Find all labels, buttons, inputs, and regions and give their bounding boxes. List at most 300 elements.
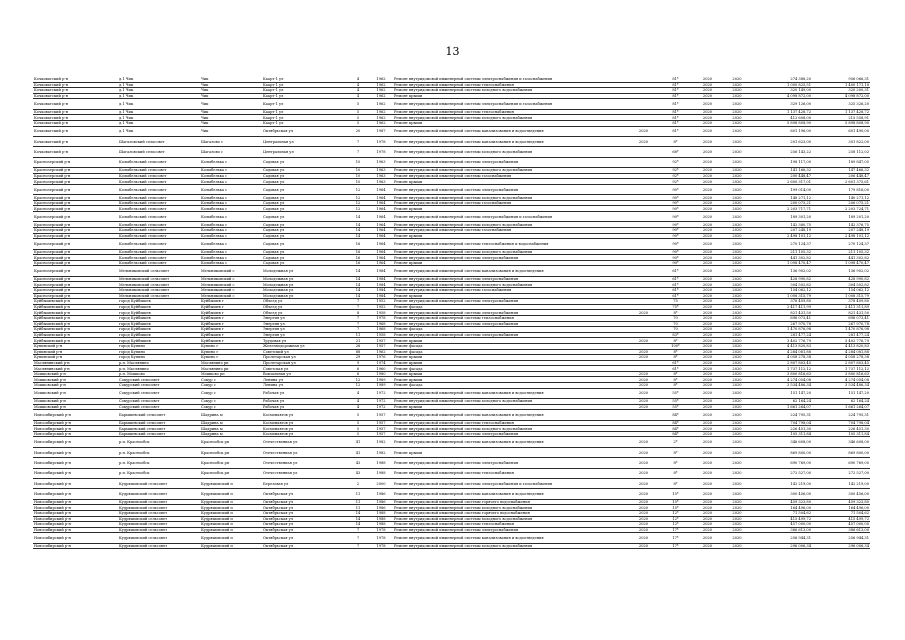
year-built-cell: 1964 xyxy=(369,195,393,201)
municipality-cell: Кудряшовский сельсовет xyxy=(118,543,200,549)
municipality-cell: Кудряшовский сельсовет xyxy=(118,510,200,516)
plan-year-cell: 2020 xyxy=(629,338,658,344)
table-row xyxy=(33,533,870,543)
start-year-cell: 2020 xyxy=(693,179,722,185)
work-type-cell: Ремонт внутридомовой инженерной системы электроснабжения xyxy=(393,299,629,305)
house-number-cell: 14 xyxy=(347,510,369,516)
district-cell: Новосибирский р-н xyxy=(33,522,118,528)
cost-cell: 164 496,00 xyxy=(752,505,812,511)
work-type-cell: Ремонт фасада xyxy=(393,304,629,310)
wear-percent-cell: 90* xyxy=(658,239,693,249)
year-built-cell: 1958 xyxy=(369,310,393,316)
locality-cell: Чик xyxy=(200,126,262,136)
start-year-cell: 2020 xyxy=(693,499,722,505)
plan-year-cell: 2020 xyxy=(629,458,658,468)
start-year-cell: 2020 xyxy=(693,343,722,349)
wear-percent-cell: 17* xyxy=(658,527,693,533)
year-built-cell: 1964 xyxy=(369,212,393,222)
end-year-cell: 2020 xyxy=(722,343,752,349)
locality-cell: Кудряшовский п xyxy=(200,516,262,522)
year-built-cell: 1964 xyxy=(369,233,393,239)
start-year-cell: 2020 xyxy=(693,136,722,146)
district-cell: Краснозерский р-н xyxy=(33,255,118,261)
house-number-cell: 14 xyxy=(347,212,369,222)
house-number-cell: 21 xyxy=(347,338,369,344)
street-cell: Каарт-1 ул xyxy=(262,88,347,94)
start-year-cell: 2020 xyxy=(693,184,722,194)
total-cost-cell: 189 847,05 xyxy=(812,157,870,167)
end-year-cell: 2020 xyxy=(722,388,752,398)
plan-year-cell: 2020 xyxy=(629,522,658,528)
cost-cell: 5 898 808,90 xyxy=(752,120,812,126)
house-number-cell: 10 xyxy=(347,157,369,167)
total-cost-cell: 71 504,62 xyxy=(812,510,870,516)
cost-cell: 329 126,00 xyxy=(752,99,812,109)
cost-cell: 1 137 428,72 xyxy=(752,109,812,115)
year-built-cell: 1984 xyxy=(369,266,393,276)
municipality-cell: город Купино xyxy=(118,349,200,355)
district-cell: Кочковатский р-н xyxy=(33,120,118,126)
municipality-cell: Мельниковский сельсовет xyxy=(118,287,200,293)
total-cost-cell: 386 613,00 xyxy=(812,527,870,533)
wear-percent-cell: 92* xyxy=(658,173,693,179)
work-type-cell: Ремонт внутридомовой инженерной системы электроснабжения xyxy=(393,458,629,468)
wear-percent-cell: 100* xyxy=(658,343,693,349)
street-cell: Ленина ул xyxy=(262,377,347,383)
locality-cell: Сокур с xyxy=(200,404,262,410)
start-year-cell: 2020 xyxy=(693,88,722,94)
year-built-cell: 1957 xyxy=(369,431,393,437)
start-year-cell: 2020 xyxy=(693,287,722,293)
wear-percent-cell: 92* xyxy=(658,179,693,185)
street-cell: Садовая ул xyxy=(262,173,347,179)
year-built-cell: 1976 xyxy=(369,355,393,361)
total-cost-cell: 224 795,31 xyxy=(812,410,870,420)
house-number-cell: 4 xyxy=(347,77,369,82)
work-type-cell: Ремонт крыши xyxy=(393,120,629,126)
house-number-cell: 11 xyxy=(347,489,369,499)
house-number-cell: 6 xyxy=(347,366,369,372)
total-cost-cell: 154 062,12 xyxy=(812,287,870,293)
table-row xyxy=(33,458,870,468)
wear-percent-cell: 17* xyxy=(658,543,693,549)
start-year-cell: 2020 xyxy=(693,383,722,389)
house-number-cell: 12 xyxy=(347,200,369,206)
locality-cell: Мельниковский с xyxy=(200,293,262,299)
municipality-cell: город Куйбышев xyxy=(118,327,200,333)
cost-cell: 320 149,00 xyxy=(752,88,812,94)
year-built-cell: 1972 xyxy=(369,388,393,398)
work-type-cell: Ремонт внутридомовой инженерной системы холодного водоснабжения xyxy=(393,222,629,228)
end-year-cell: 2020 xyxy=(722,458,752,468)
start-year-cell: 2020 xyxy=(693,527,722,533)
house-number-cell: 12 xyxy=(347,184,369,194)
street-cell: Отечественная ул xyxy=(262,447,347,457)
cost-cell: 201 623,00 xyxy=(752,136,812,146)
cost-cell: 457 000,00 xyxy=(752,522,812,528)
municipality-cell: д.1 Чик xyxy=(118,120,200,126)
end-year-cell: 2020 xyxy=(722,516,752,522)
locality-cell: Колыбелька с xyxy=(200,260,262,266)
end-year-cell: 2020 xyxy=(722,338,752,344)
table-row xyxy=(33,212,870,222)
house-number-cell: 7 xyxy=(347,527,369,533)
locality-cell: Шадрина м xyxy=(200,431,262,437)
house-number-cell: 11 xyxy=(347,505,369,511)
total-cost-cell: 4 413 820,83 xyxy=(812,343,870,349)
locality-cell: Мошково рп xyxy=(200,371,262,377)
total-cost-cell: 300 456,00 xyxy=(812,489,870,499)
cost-cell: 200 075,21 xyxy=(752,200,812,206)
start-year-cell: 2020 xyxy=(693,293,722,299)
table-row xyxy=(33,157,870,167)
house-number-cell: 7 xyxy=(347,315,369,321)
house-number-cell: 14 xyxy=(347,233,369,239)
wear-percent-cell: 8* xyxy=(658,478,693,488)
municipality-cell: Колыбельский сельсовет xyxy=(118,212,200,222)
year-built-cell: 1968 xyxy=(369,321,393,327)
start-year-cell: 2020 xyxy=(693,77,722,82)
total-cost-cell: 3 402 776,79 xyxy=(812,338,870,344)
year-built-cell: 1957 xyxy=(369,343,393,349)
municipality-cell: д.1 Чик xyxy=(118,88,200,94)
street-cell: Трудовая ул xyxy=(262,338,347,344)
street-cell: Молодежная ул xyxy=(262,282,347,288)
municipality-cell: р.п. Краснообск xyxy=(118,458,200,468)
plan-year-cell xyxy=(629,157,658,167)
start-year-cell: 2020 xyxy=(693,147,722,157)
cost-cell: 696 073,41 xyxy=(752,315,812,321)
municipality-cell: д.1 Чик xyxy=(118,115,200,121)
year-built-cell: 1964 xyxy=(369,222,393,228)
work-type-cell: Ремонт внутридомовой инженерной системы теплоснабжения xyxy=(393,109,629,115)
start-year-cell: 2020 xyxy=(693,377,722,383)
cost-cell: 428 990,82 xyxy=(752,276,812,282)
year-built-cell: 1962 xyxy=(369,109,393,115)
cost-cell: 142 380,75 xyxy=(752,222,812,228)
locality-cell: Шадрина м xyxy=(200,420,262,426)
district-cell: Краснозерский р-н xyxy=(33,157,118,167)
plan-year-cell: 2020 xyxy=(629,527,658,533)
cost-cell: 1 661 264,07 xyxy=(752,404,812,410)
house-number-cell: 26 xyxy=(347,343,369,349)
year-built-cell: 1982 xyxy=(369,447,393,457)
house-number-cell: 4 xyxy=(347,93,369,99)
wear-percent-cell: 81* xyxy=(658,120,693,126)
end-year-cell: 2020 xyxy=(722,355,752,361)
year-built-cell: 1988 xyxy=(369,468,393,478)
year-built-cell: 1962 xyxy=(369,77,393,82)
work-type-cell: Ремонт внутридомовой инженерной системы холодного водоснабжения xyxy=(393,282,629,288)
district-cell: Новосибирский р-н xyxy=(33,505,118,511)
wear-percent-cell: 81* xyxy=(658,93,693,99)
street-cell: Каарт-1 ул xyxy=(262,99,347,109)
total-cost-cell: 207 248,19 xyxy=(812,228,870,234)
work-type-cell: Ремонт внутридомовой инженерной системы канализования и водоотведения xyxy=(393,126,629,136)
start-year-cell: 2020 xyxy=(693,516,722,522)
wear-percent-cell: 90* xyxy=(658,260,693,266)
work-type-cell: Ремонт внутридомовой инженерной системы теплоснабжения xyxy=(393,82,629,88)
year-built-cell: 1986 xyxy=(369,499,393,505)
street-cell: Энергия ул xyxy=(262,321,347,327)
work-type-cell: Ремонт внутридомовой инженерной системы электроснабжения xyxy=(393,184,629,194)
wear-percent-cell: 81* xyxy=(658,109,693,115)
locality-cell: Колыбелька с xyxy=(200,200,262,206)
house-number-cell: 5 xyxy=(347,420,369,426)
year-built-cell: 1964 xyxy=(369,239,393,249)
table-row xyxy=(33,489,870,499)
wear-percent-cell: 92* xyxy=(658,168,693,174)
year-built-cell: 1957 xyxy=(369,420,393,426)
wear-percent-cell: 81* xyxy=(658,82,693,88)
year-built-cell: 1958 xyxy=(369,332,393,338)
end-year-cell: 2020 xyxy=(722,88,752,94)
total-cost-cell: 704 798,04 xyxy=(812,420,870,426)
cost-cell: 412 608,00 xyxy=(752,115,812,121)
year-built-cell: 1962 xyxy=(369,120,393,126)
district-cell: Кочковатский р-н xyxy=(33,126,118,136)
wear-percent-cell: 92* xyxy=(658,157,693,167)
house-number-cell: 10 xyxy=(347,173,369,179)
wear-percent-cell: 90* xyxy=(658,228,693,234)
district-cell: Краснозерский р-н xyxy=(33,293,118,299)
house-number-cell: 12 xyxy=(347,206,369,212)
district-cell: Краснозерский р-н xyxy=(33,266,118,276)
work-type-cell: Ремонт внутридомовой инженерной системы канализования и водоотведения xyxy=(393,489,629,499)
wear-percent-cell: 8* xyxy=(658,355,693,361)
cost-cell: 198 117,00 xyxy=(752,157,812,167)
year-built-cell: 1963 xyxy=(369,168,393,174)
start-year-cell: 2020 xyxy=(693,120,722,126)
work-type-cell: Ремонт крыши xyxy=(393,360,629,366)
total-cost-cell: 1 008 315,79 xyxy=(812,293,870,299)
district-cell: Новосибирский р-н xyxy=(33,510,118,516)
end-year-cell: 2020 xyxy=(722,489,752,499)
locality-cell: Колыбелька с xyxy=(200,228,262,234)
street-cell: Молодежная ул xyxy=(262,293,347,299)
district-cell: Купинский р-н xyxy=(33,355,118,361)
total-cost-cell: 179 816,00 xyxy=(812,184,870,194)
district-cell: Новосибирский р-н xyxy=(33,478,118,488)
locality-cell: Мельниковский с xyxy=(200,266,262,276)
total-cost-cell: 2 498 101,12 xyxy=(812,233,870,239)
start-year-cell: 2020 xyxy=(693,355,722,361)
total-cost-cell: 4 274 054,08 xyxy=(812,377,870,383)
house-number-cell: 7 xyxy=(347,321,369,327)
start-year-cell: 2020 xyxy=(693,321,722,327)
total-cost-cell: 4 098 872,00 xyxy=(812,93,870,99)
district-cell: Краснозерский р-н xyxy=(33,239,118,249)
end-year-cell: 2020 xyxy=(722,377,752,383)
work-type-cell: Ремонт внутридомовой инженерной системы холодного водоснабжения xyxy=(393,249,629,255)
street-cell: Садовая ул xyxy=(262,179,347,185)
year-built-cell: 1989 xyxy=(369,383,393,389)
total-cost-cell: 320 200,31 xyxy=(812,88,870,94)
district-cell: Новосибирский р-н xyxy=(33,447,118,457)
municipality-cell: Колыбельский сельсовет xyxy=(118,255,200,261)
year-built-cell: 1978 xyxy=(369,543,393,549)
house-number-cell: 8 xyxy=(347,310,369,316)
wear-percent-cell: 61* xyxy=(658,293,693,299)
start-year-cell: 2020 xyxy=(693,266,722,276)
page-number: 13 xyxy=(445,45,460,58)
municipality-cell: р.п. Краснообск xyxy=(118,437,200,447)
end-year-cell: 2020 xyxy=(722,260,752,266)
start-year-cell: 2020 xyxy=(693,410,722,420)
start-year-cell: 2020 xyxy=(693,239,722,249)
street-cell: Садовая ул xyxy=(262,260,347,266)
end-year-cell: 2020 xyxy=(722,147,752,157)
end-year-cell: 2020 xyxy=(722,93,752,99)
work-type-cell: Ремонт внутридомовой инженерной системы электроснабжения xyxy=(393,157,629,167)
year-built-cell: 1962 xyxy=(369,93,393,99)
work-type-cell: Ремонт внутридомовой инженерной системы теплоснабжения и водоснабжения xyxy=(393,239,629,249)
street-cell: Пролетарская ул xyxy=(262,355,347,361)
end-year-cell: 2020 xyxy=(722,200,752,206)
work-type-cell: Ремонт крыши xyxy=(393,338,629,344)
cost-cell: 4 098 872,00 xyxy=(752,93,812,99)
district-cell: Новосибирский р-н xyxy=(33,458,118,468)
end-year-cell: 2020 xyxy=(722,510,752,516)
total-cost-cell: 1 661 264,07 xyxy=(812,404,870,410)
locality-cell: Кудряшовский п xyxy=(200,489,262,499)
locality-cell: Мельниковский с xyxy=(200,276,262,282)
table-row xyxy=(33,266,870,276)
start-year-cell: 2020 xyxy=(693,366,722,372)
locality-cell: Колыбелька с xyxy=(200,157,262,167)
municipality-cell: д.1 Чик xyxy=(118,99,200,109)
street-cell: Садовая ул xyxy=(262,222,347,228)
district-cell: Кочковатский р-н xyxy=(33,77,118,82)
total-cost-cell: 428 990,82 xyxy=(812,276,870,282)
total-cost-cell: 869 800,00 xyxy=(812,447,870,457)
street-cell: Молодежная ул xyxy=(262,266,347,276)
cost-cell: 148 271,12 xyxy=(752,195,812,201)
street-cell: Отечественная ул xyxy=(262,458,347,468)
work-type-cell: Ремонт внутридомовой инженерной системы теплоснабжения xyxy=(393,315,629,321)
municipality-cell: город Купино xyxy=(118,355,200,361)
municipality-cell: Сокурский сельсовет xyxy=(118,377,200,383)
municipality-cell: Кудряшовский сельсовет xyxy=(118,533,200,543)
wear-percent-cell: 84* xyxy=(658,426,693,432)
year-built-cell: 1968 xyxy=(369,327,393,333)
house-number-cell: 12 xyxy=(347,383,369,389)
cost-cell: 3 534 486,34 xyxy=(752,383,812,389)
total-cost-cell: 301 822,00 xyxy=(812,136,870,146)
plan-year-cell: 2020 xyxy=(629,310,658,316)
street-cell: Октябрьская ул xyxy=(262,543,347,549)
plan-year-cell: 2020 xyxy=(629,399,658,405)
cost-cell: 105 311,84 xyxy=(752,431,812,437)
district-cell: Новосибирский р-н xyxy=(33,468,118,478)
total-cost-cell: 142 376,75 xyxy=(812,222,870,228)
end-year-cell: 2020 xyxy=(722,321,752,327)
cost-cell: 2 498 101,12 xyxy=(752,233,812,239)
locality-cell: Сокур с xyxy=(200,383,262,389)
district-cell: Куйбышевский р-н xyxy=(33,327,118,333)
municipality-cell: Кудряшовский сельсовет xyxy=(118,478,200,488)
end-year-cell: 2020 xyxy=(722,109,752,115)
table-row xyxy=(33,447,870,457)
start-year-cell: 2020 xyxy=(693,388,722,398)
total-cost-cell: 690 769,00 xyxy=(812,458,870,468)
cost-cell: 386 613,00 xyxy=(752,527,812,533)
total-cost-cell: 1 470 876,98 xyxy=(812,327,870,333)
house-number-cell: 5 xyxy=(347,120,369,126)
municipality-cell: Колыбельский сельсовет xyxy=(118,157,200,167)
locality-cell: Колыбелька с xyxy=(200,249,262,255)
district-cell: Мошковский р-н xyxy=(33,383,118,389)
wear-percent-cell: 84* xyxy=(658,420,693,426)
work-type-cell: Ремонт внутридомовой инженерной системы электроснабжения xyxy=(393,332,629,338)
locality-cell: Кудряшовский п xyxy=(200,510,262,516)
district-cell: Мошковский р-н xyxy=(33,388,118,398)
street-cell: Садовая ул xyxy=(262,233,347,239)
municipality-cell: Мельниковский сельсовет xyxy=(118,293,200,299)
locality-cell: Чик xyxy=(200,88,262,94)
municipality-cell: Колыбельский сельсовет xyxy=(118,184,200,194)
municipality-cell: город Куйбышев xyxy=(118,304,200,310)
work-type-cell: Ремонт внутридомовой инженерной системы холодного водоснабжения xyxy=(393,115,629,121)
end-year-cell: 2020 xyxy=(722,404,752,410)
wear-percent-cell: 68* xyxy=(658,147,693,157)
house-number-cell: 6 xyxy=(347,371,369,377)
start-year-cell: 2020 xyxy=(693,249,722,255)
year-built-cell: 1986 xyxy=(369,489,393,499)
municipality-cell: город Куйбышев xyxy=(118,310,200,316)
house-number-cell: 29 xyxy=(347,355,369,361)
wear-percent-cell: 8* xyxy=(658,310,693,316)
wear-percent-cell: 81* xyxy=(658,126,693,136)
locality-cell: Краснообск рп xyxy=(200,468,262,478)
district-cell: Куйбышевский р-н xyxy=(33,299,118,305)
cost-cell: 1 008 315,79 xyxy=(752,293,812,299)
cost-cell: 272 527,00 xyxy=(752,468,812,478)
municipality-cell: Мельниковский сельсовет xyxy=(118,276,200,282)
district-cell: Мошковский р-н xyxy=(33,399,118,405)
wear-percent-cell: 8* xyxy=(658,447,693,457)
end-year-cell: 2020 xyxy=(722,399,752,405)
work-type-cell: Ремонт внутридомовой инженерной системы электроснабжения xyxy=(393,527,629,533)
locality-cell: Куйбышев г xyxy=(200,299,262,305)
municipality-cell: Колыбельский сельсовет xyxy=(118,228,200,234)
year-built-cell: 1964 xyxy=(369,228,393,234)
locality-cell: Краснообск рп xyxy=(200,437,262,447)
work-type-cell: Ремонт внутридомовой инженерной системы канализования и водоотведения xyxy=(393,136,629,146)
locality-cell: Маслянино рп xyxy=(200,360,262,366)
district-cell: Куйбышевский р-н xyxy=(33,338,118,344)
district-cell: Кочковатский р-н xyxy=(33,82,118,88)
house-number-cell: 7 xyxy=(347,304,369,310)
end-year-cell: 2020 xyxy=(722,499,752,505)
cost-cell: 1 470 876,98 xyxy=(752,327,812,333)
start-year-cell: 2020 xyxy=(693,371,722,377)
total-cost-cell: 147 466,32 xyxy=(812,168,870,174)
street-cell: Объезд ул xyxy=(262,304,347,310)
end-year-cell: 2020 xyxy=(722,206,752,212)
municipality-cell: Кудряшовский сельсовет xyxy=(118,505,200,511)
work-type-cell: Ремонт крыши xyxy=(393,447,629,457)
district-cell: Новосибирский р-н xyxy=(33,437,118,447)
year-built-cell: 1987 xyxy=(369,126,393,136)
cost-cell: 256 143,22 xyxy=(752,147,812,157)
table-row xyxy=(33,437,870,447)
start-year-cell: 2020 xyxy=(693,212,722,222)
district-cell: Новосибирский р-н xyxy=(33,533,118,543)
house-number-cell: 5 xyxy=(347,99,369,109)
cost-cell: 346 608,00 xyxy=(752,437,812,447)
start-year-cell: 2020 xyxy=(693,420,722,426)
